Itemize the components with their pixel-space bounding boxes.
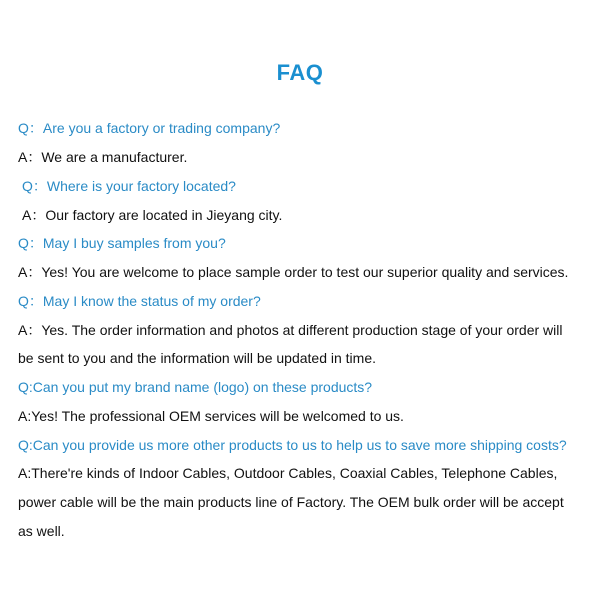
page-title: FAQ [276,60,324,85]
faq-answer-3: A：Yes! You are welcome to place sample order to test our superior quality and services. [18,264,569,280]
faq-answer-6-line-2: power cable will be the main products line of Factory. The OEM bulk order will be accept [18,494,564,510]
faq-question-3: Q：May I buy samples from you? [18,235,226,251]
faq-answer-6-line-1: A:There're kinds of Indoor Cables, Outdoor Cables, Coaxial Cables, Telephone Cables, [18,465,558,481]
faq-question-6: Q:Can you provide us more other products to us to help us to save more shipping costs? [18,437,567,453]
faq-answer-4-line-1: A：Yes. The order information and photos at different production stage of your order will [18,322,563,338]
faq-question-4: Q：May I know the status of my order? [18,293,261,309]
faq-question-5: Q:Can you put my brand name (logo) on these products? [18,379,373,395]
faq-answer-6-line-3: as well. [18,523,65,539]
faq-answer-1: A：We are a manufacturer. [18,149,188,165]
faq-answer-2: A：Our factory are located in Jieyang city. [22,207,283,223]
faq-answer-4-line-2: be sent to you and the information will be updated in time. [18,350,376,366]
faq-answer-5: A:Yes! The professional OEM services will be welcomed to us. [18,408,404,424]
faq-question-2: Q：Where is your factory located? [22,178,236,194]
faq-question-1: Q：Are you a factory or trading company? [18,120,281,136]
